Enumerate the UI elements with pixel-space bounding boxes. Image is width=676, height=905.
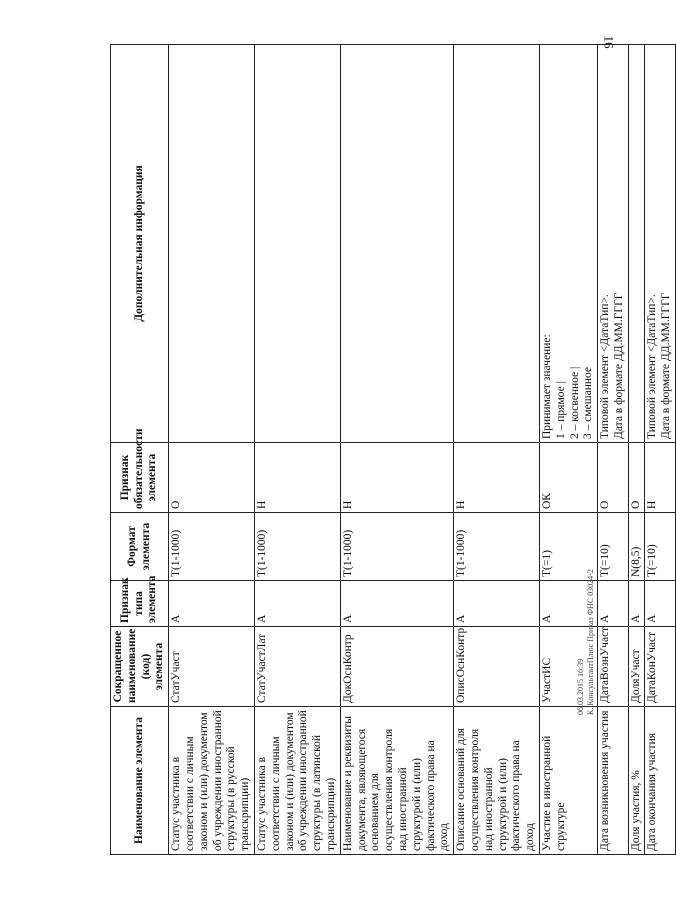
footer-timestamp: 06.03.2015 16:39: [576, 658, 585, 715]
cell-element-type: А: [340, 581, 453, 627]
elements-table: [110, 44, 676, 855]
cell-element-mandatory: О: [169, 443, 255, 513]
header-element-type: Признак типа элемента: [111, 581, 169, 627]
cell-element-name: Дата окончания участия: [645, 707, 676, 855]
cell-element-name: Дата возникновения участия: [598, 707, 629, 855]
table-row: [454, 45, 540, 855]
cell-element-name: Доля участия, %: [628, 707, 645, 855]
cell-element-type: А: [539, 581, 597, 627]
cell-element-mandatory: ОК: [539, 443, 597, 513]
cell-element-format: T(=10): [598, 513, 629, 581]
header-additional-info: Дополнительная информация: [111, 45, 169, 443]
cell-element-code: СтатУчастЛат: [254, 627, 340, 707]
cell-element-code: ОписОснКонтр: [454, 627, 540, 707]
table-header-row: [111, 45, 169, 855]
cell-element-name: Участие в иностранной структуре: [539, 707, 597, 855]
cell-additional-info: [169, 45, 255, 443]
header-element-name: Наименование элемента: [111, 707, 169, 855]
cell-element-code: ДоляУчаст: [628, 627, 645, 707]
table-row: [539, 45, 597, 855]
page-number: 16: [601, 35, 617, 49]
cell-element-type: А: [598, 581, 629, 627]
cell-element-type: А: [645, 581, 676, 627]
table-row: [645, 45, 676, 855]
footer-source: К. КонсультантПлюс Приказ ФНС 03024-2: [586, 569, 595, 715]
cell-element-mandatory: О: [628, 443, 645, 513]
cell-element-name: Статус участника в соответствии с личным законом и (или) документом об учреждении иностранной структуры (в латинской транскрипции): [254, 707, 340, 855]
cell-element-mandatory: Н: [340, 443, 453, 513]
cell-additional-info: Принимает значение: 1 – прямое | 2 – косвенное | 3 – смешанное: [539, 45, 597, 443]
table-row: [628, 45, 645, 855]
cell-additional-info: [254, 45, 340, 443]
header-element-mandatory: Признак обязательности элемента: [111, 443, 169, 513]
cell-element-type: А: [628, 581, 645, 627]
table-row: [254, 45, 340, 855]
cell-element-mandatory: Н: [645, 443, 676, 513]
cell-element-code: ДокОснКонтр: [340, 627, 453, 707]
cell-element-mandatory: Н: [254, 443, 340, 513]
cell-additional-info: [454, 45, 540, 443]
cell-element-format: T(1-1000): [169, 513, 255, 581]
cell-element-code: ДатаВознУчаст: [598, 627, 629, 707]
cell-element-format: T(=1): [539, 513, 597, 581]
cell-additional-info: [340, 45, 453, 443]
header-element-format: Формат элемента: [111, 513, 169, 581]
cell-additional-info: [628, 45, 645, 443]
table-row: [340, 45, 453, 855]
table-row: [598, 45, 629, 855]
cell-element-mandatory: Н: [454, 443, 540, 513]
cell-element-format: T(1-1000): [254, 513, 340, 581]
cell-additional-info: Типовой элемент <ДатаТип>. Дата в формате ДД.ММ.ГГГГ: [645, 45, 676, 443]
cell-element-format: N(8,5): [628, 513, 645, 581]
footer-stamp: [576, 569, 596, 715]
cell-element-format: T(=10): [645, 513, 676, 581]
cell-element-type: А: [169, 581, 255, 627]
cell-element-type: А: [454, 581, 540, 627]
cell-element-name: Наименование и реквизиты документа, являющегося основанием для осуществления контроля над иностранной структурой и (или) фактического права на доход: [340, 707, 453, 855]
cell-element-code: ДатаКонУчаст: [645, 627, 676, 707]
cell-element-code: УчастИС: [539, 627, 597, 707]
header-element-code: Сокращенное наименование (код) элемента: [111, 627, 169, 707]
cell-element-mandatory: О: [598, 443, 629, 513]
cell-element-name: Статус участника в соответствии с личным законом и (или) документом об учреждении иностранной структуры (в русской транскрипции): [169, 707, 255, 855]
cell-element-type: А: [254, 581, 340, 627]
cell-element-format: T(1-1000): [454, 513, 540, 581]
cell-element-code: СтатУчаст: [169, 627, 255, 707]
table-row: [169, 45, 255, 855]
cell-element-name: Описание оснований для осуществления контроля над иностранной структурой и (или) фактического права на доход: [454, 707, 540, 855]
cell-additional-info: Типовой элемент <ДатаТип>. Дата в формате ДД.ММ.ГГГГ: [598, 45, 629, 443]
cell-element-format: T(1-1000): [340, 513, 453, 581]
